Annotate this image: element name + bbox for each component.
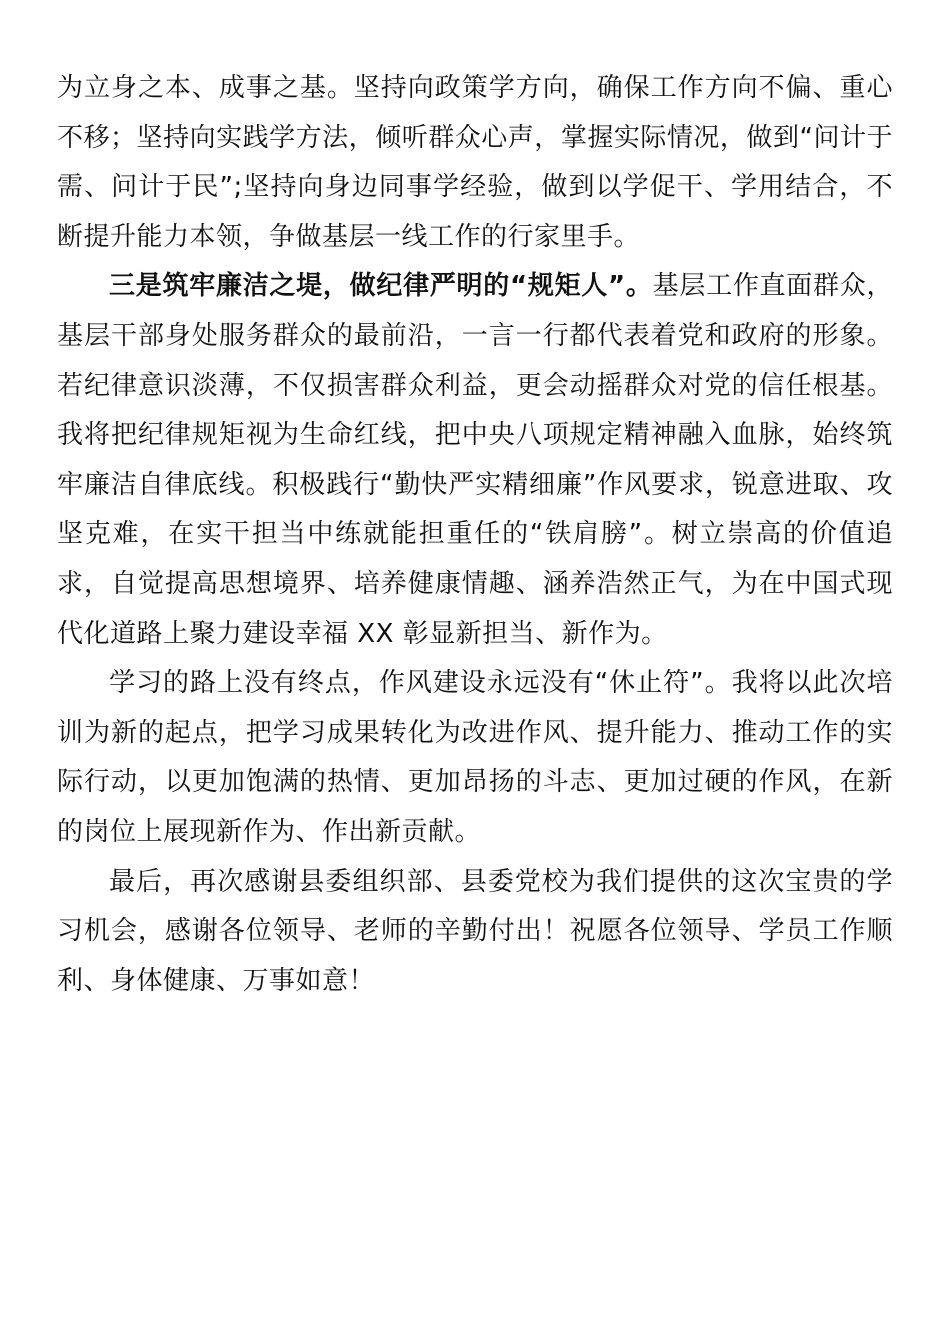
paragraph-continued [57,64,893,262]
paragraph-text: 为立身之本、成事之基。坚持向政策学方向，确保工作方向不偏、重心不移；坚持向实践学方法，倾听群众心声，掌握实际情况，做到“问计于需、问计于民”;坚持向身边同事学经验，做到以学促干、学用结合，不断提升能力本领，争做基层一线工作的行家里手。 [57,73,893,252]
document-body [57,64,893,1006]
paragraph-integrity [57,262,893,659]
paragraph-text: 基层工作直面群众，基层干部身处服务群众的最前沿，一言一行都代表着党和政府的形象。若纪律意识淡薄，不仅损害群众利益，更会动摇群众对党的信任根基。我将把纪律规矩视为生命红线，把中央八项规定精神融入血脉，始终筑牢廉洁自律底线。积极践行“勤快严实精细廉”作风要求，锐意进取、攻坚克难，在实干担当中练就能担重任的“铁肩膀”。树立崇高的价值追求，自觉提高思想境界、培养健康情趣、涵养浩然正气，为在中国式现代化道路上聚力建设幸福 XX 彰显新担当、新作为。 [57,271,893,649]
paragraph-lead-heading: 三是筑牢廉洁之堤，做纪律严明的“规矩人”。 [109,271,653,302]
paragraph-closing [57,858,893,1007]
paragraph-learning [57,659,893,857]
paragraph-text: 学习的路上没有终点，作风建设永远没有“休止符”。我将以此次培训为新的起点，把学习成果转化为改进作风、提升能力、推动工作的实际行动，以更加饱满的热情、更加昂扬的斗志、更加过硬的作风，在新的岗位上展现新作为、作出新贡献。 [57,668,893,847]
paragraph-text: 最后，再次感谢县委组织部、县委党校为我们提供的这次宝贵的学习机会，感谢各位领导、老师的辛勤付出！祝愿各位领导、学员工作顺利、身体健康、万事如意！ [57,866,893,996]
